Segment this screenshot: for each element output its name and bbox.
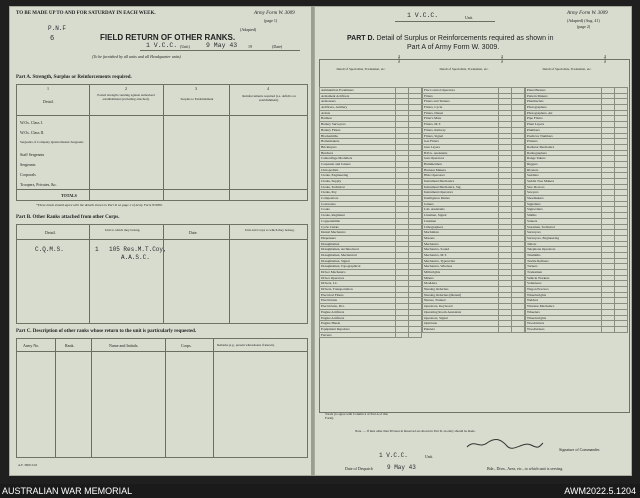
part-a-heading: Part A. Strength, Surplus or Reinforcements required. — [16, 75, 132, 80]
part-d-row-label: Battery Surveyors — [320, 122, 396, 128]
part-d-row-label: Equipment Repairers — [320, 326, 396, 332]
part-d-row-label: Draughtsmen, Architectural — [320, 247, 396, 253]
part-c-col-corps: Corps. — [181, 343, 192, 348]
date-year-prefix: 19 — [248, 44, 252, 49]
commander-signature — [465, 437, 545, 454]
part-d-row-label: Draughtsmen, Mechanical — [320, 252, 396, 258]
part-a-col-posted: Posted strength counting against authorised establishment (excluding attached). — [97, 93, 155, 101]
part-d-header-surplus-2: Surplus — [501, 55, 504, 63]
part-d-row-label: Fitters, Signal — [423, 133, 499, 139]
page2-unit-value: 1 V.C.C. — [407, 12, 439, 19]
part-d-row-label: Fitter's Mate — [423, 116, 499, 122]
part-d-row-label: Instrument Mechanics — [423, 179, 499, 185]
part-d-row-label: Draughtsmen, Topographical — [320, 264, 396, 270]
part-d-row-label: Battery Fitters — [320, 127, 396, 133]
part-d-row-label: Gas Fitters — [423, 139, 499, 145]
part-d-row-label: Mechanics — [423, 241, 499, 247]
footer-unit-value: 1 V.C.C. — [379, 452, 408, 459]
part-d-row-label: Signwriters — [526, 207, 602, 213]
part-d-surplus-cell — [602, 326, 615, 332]
part-d-row-label: Mechanics, Typewriter — [423, 258, 499, 264]
part-a-table — [16, 84, 308, 201]
part-d-row-label: Surveyors, Engineering — [526, 235, 602, 241]
part-d-row-label: Painters — [423, 326, 499, 332]
part-d-row-label: Hide Operators — [423, 173, 499, 179]
part-d-row-label: Concreters — [320, 201, 396, 207]
part-a-col-num-4: 4 — [267, 86, 269, 91]
part-d-row-label: Masons — [423, 235, 499, 241]
part-a-row-wo2: W.Os. Class II. — [20, 130, 45, 135]
part-d-row-label: Boilermakers — [320, 139, 396, 145]
part-d-row-label: Hammermen — [423, 161, 499, 167]
part-d-row-label: Engine Artificers — [320, 315, 396, 321]
part-d-row-label: Dental Mechanics — [320, 230, 396, 236]
part-d-row-label: Clerks, Supply — [320, 179, 396, 185]
part-d-row-label: Ammunition Examiners — [320, 88, 396, 94]
part-d-row-label: Operators, Signal — [423, 315, 499, 321]
part-a-totals-label: TOTALS — [61, 193, 77, 198]
part-d-row-label: Wheelwrights — [526, 315, 602, 321]
part-d-row-label: Woodturners — [526, 326, 602, 332]
part-d-row-label: Batmen — [320, 116, 396, 122]
part-d-header-detail-1: Detail of Specialists, Tradesmen, etc. — [336, 67, 386, 71]
part-d-row-label: Nurses, Trained — [423, 298, 499, 304]
part-d-row-label: Draughtsmen — [320, 241, 396, 247]
part-d-row-label: Driver Operators — [320, 275, 396, 281]
part-d-title — [347, 35, 553, 42]
part-d-row-label: Lab. Assistants — [423, 207, 499, 213]
part-d-row-label: Riggers — [526, 161, 602, 167]
part-d-row-label: Saddle Tree Makers — [526, 179, 602, 185]
printer-mark: A.F. 3009 2/43 — [18, 463, 38, 467]
part-d-row-label: Stokers — [526, 218, 602, 224]
part-d-row-label: Opticians — [423, 321, 499, 327]
part-d-label: PART D. — [347, 35, 375, 42]
unit-name-value: 1 V.C.C. — [146, 42, 178, 49]
part-d-row-label: Nursing Orderlies — [423, 287, 499, 293]
page-number: (page 1) — [264, 18, 278, 23]
part-d-row-label: Fitters, Cycle — [423, 105, 499, 111]
part-b-entry-unit: 105 Res.M.T.Coy, — [109, 246, 167, 253]
part-d-row-label: Panel Beaters — [526, 88, 602, 94]
form-page-2 — [314, 6, 632, 476]
part-d-row-label: Printers — [526, 139, 602, 145]
part-d-row-label: Electricians — [320, 298, 396, 304]
part-d-row — [320, 332, 422, 338]
form-page-1 — [9, 6, 312, 476]
part-b-table — [16, 224, 308, 324]
archive-name: AUSTRALIAN WAR MEMORIAL — [2, 486, 133, 496]
part-d-row-label: Cooks — [320, 207, 396, 213]
part-d-row-label: Smiths — [526, 213, 602, 219]
date-underline — [140, 50, 300, 51]
part-d-row-label: Linemen — [423, 218, 499, 224]
part-d-row-label: Plumbers — [526, 127, 602, 133]
page2-form-reference: Army Form W. 3009 — [567, 11, 608, 16]
part-a-row-cqms: Sergeants of Company Quartermaster-Sergeants — [20, 140, 84, 144]
part-a-col-num-3: 3 — [195, 86, 197, 91]
part-d-row-label: Mechanics, Sound — [423, 247, 499, 253]
adapted-label: (Adapted) — [240, 27, 257, 32]
part-c-col-rank: Rank. — [65, 343, 75, 348]
part-a-col-detail: Detail. — [43, 99, 54, 104]
part-d-row-label: Machinists — [423, 230, 499, 236]
part-d-surplus-cell — [499, 326, 512, 332]
part-d-row-label: Nursing Orderlies (Mental) — [423, 292, 499, 298]
unit-code: P.N.F — [48, 25, 67, 32]
part-d-header-surplus-3: Surplus — [604, 55, 607, 63]
part-d-row-label: Bricklayers — [320, 144, 396, 150]
part-a-col-num-1: 1 — [47, 86, 49, 91]
page2-adapted: (Adapted) (Aug. 41) — [567, 18, 600, 23]
part-d-header-detail-3: Detail of Specialists, Tradesmen, etc. — [542, 67, 592, 71]
part-a-col-num-2: 2 — [125, 86, 127, 91]
part-d-row-label: Armourers — [320, 99, 396, 105]
part-d-row-label: Camouflage Modellers — [320, 156, 396, 162]
part-d-row-label: Electricians, Dvr. — [320, 304, 396, 310]
part-d-row-label: Fitters, M.T. — [423, 122, 499, 128]
part-d-row-label: Saddlers — [526, 173, 602, 179]
part-d-row-label: Mechanics, M.T. — [423, 252, 499, 258]
part-d-row-label: Clerks, Engineering — [320, 173, 396, 179]
part-d-row-label: Artists — [320, 110, 396, 116]
part-d-row-label: Radiator Mechanics — [526, 144, 602, 150]
part-d-row-label: Signallers — [526, 201, 602, 207]
part-d-row-label: Intelligence Duties — [423, 196, 499, 202]
part-b-col-unit: Unit to which they belong. — [105, 228, 141, 232]
part-b-entry-count: 1 — [95, 246, 99, 253]
part-d-column-2 — [422, 87, 525, 333]
part-d-row-label: Wagon Erectors — [526, 287, 602, 293]
part-d-row-label: Wheelwrights — [526, 292, 602, 298]
part-d-row-label: Clerks, Pay — [320, 190, 396, 196]
part-b-col-date: Date. — [189, 230, 198, 235]
part-b-col-corps: Unit and Corps to which they belong. — [245, 228, 295, 232]
part-d-title-line2: Part A of Army Form W. 3009. — [407, 44, 500, 51]
part-d-row-label: Range Takers — [526, 156, 602, 162]
part-d-row-label: Coppersmiths — [320, 218, 396, 224]
part-d-row-label: Dispensers — [320, 235, 396, 241]
part-d-row-label: Saw Doctors — [526, 184, 602, 190]
part-d-row-label: Woodcutters — [526, 321, 602, 327]
part-d-row-label: Joiners — [423, 201, 499, 207]
part-c-heading: Part C. Description of other ranks whose return to the unit is particularly requested. — [16, 329, 197, 334]
part-d-row-label: Draughtsmen, Signal — [320, 258, 396, 264]
part-a-col-reinforcements: Reinforcements required (i.e. deficits on establishment). — [242, 94, 296, 102]
part-d-row-label: Armament Artificers — [320, 93, 396, 99]
part-d-row-label: Pattern Makers — [526, 93, 602, 99]
part-d-row-label: Farriers — [320, 332, 396, 338]
part-a-row-sergeants: Sergeants — [20, 162, 36, 167]
furnished-note: (To be furnished by all units and all Headquarter units) — [92, 54, 181, 59]
part-d-row-label: Riveters — [526, 167, 602, 173]
part-d-row-label: Gun Operators — [423, 156, 499, 162]
part-d-row-label: Fitters, Railway — [423, 127, 499, 133]
part-d-row-label: Compositors — [320, 196, 396, 202]
part-d-column-3 — [525, 87, 628, 333]
part-d-row-label: Instrument Mechanics, Sig. — [423, 184, 499, 190]
part-d-row — [423, 326, 525, 332]
part-d-row-label: Tailors — [526, 241, 602, 247]
part-d-row-label: Cycle Clerks — [320, 224, 396, 230]
part-d-row-label: Plant Layers — [526, 122, 602, 128]
part-d-row-label: Fitters — [423, 93, 499, 99]
part-d-row — [526, 326, 628, 332]
part-d-row-label: Millwrights — [423, 270, 499, 276]
part-b-entry-detail: C.Q.M.S. — [35, 246, 64, 253]
part-d-row-label: Artificers, Artillery — [320, 105, 396, 111]
part-d-reinforcements-cell — [615, 326, 628, 332]
signature-label: Signature of Commander. — [559, 447, 601, 452]
part-d-header-detail-2: Detail of Specialists, Tradesmen, etc. — [439, 67, 489, 71]
part-d-totals-note: Totals (to agree with Column 4 of Part A of this Form). — [325, 412, 388, 420]
bde-divn-note: Bde., Divn., Area, etc., to which unit is serving. — [487, 466, 564, 471]
part-d-reinforcements-cell — [512, 326, 525, 332]
part-c-col-remarks: Remarks (e.g., present whereabouts if known). — [217, 343, 275, 347]
part-d-column-1 — [319, 87, 422, 338]
part-d-reinforcements-cell — [409, 332, 422, 338]
part-d-row-label: Harness Makers — [423, 167, 499, 173]
part-d-row-label: Pipe Fitters — [526, 116, 602, 122]
part-c-col-name: Name and Initials. — [109, 343, 139, 348]
part-d-row-label: Shoemakers — [526, 196, 602, 202]
part-d-row-label: Volunteers — [526, 281, 602, 287]
part-d-title-text: Detail of Surplus or Reinforcements required as shown in — [376, 35, 554, 42]
date-despatch-label: Date of Despatch — [345, 466, 373, 471]
part-b-heading: Part B. Other Ranks attached from other Corps. — [16, 215, 120, 220]
part-d-row-label: Drivers, Transportation — [320, 287, 396, 293]
page-gutter — [311, 6, 314, 476]
part-d-row-label: Carpenter and Joiners — [320, 161, 396, 167]
part-d-row-label: Operating Room Assistants — [423, 309, 499, 315]
part-d-row-label: Moulders — [423, 281, 499, 287]
part-d-row-label: Blacksmiths — [320, 133, 396, 139]
part-d-row-label: Tinsmiths — [526, 252, 602, 258]
part-d-row-label: Drivers, I.C. — [320, 281, 396, 287]
part-d-surplus-cell — [396, 332, 409, 338]
form-title: FIELD RETURN OF OTHER RANKS. — [100, 33, 236, 42]
part-d-row-label: Electrical Fitters — [320, 292, 396, 298]
archive-footer — [0, 484, 640, 498]
form-reference: Army Form W. 3009 — [254, 11, 295, 16]
part-d-row-label: Linemen, Signal — [423, 213, 499, 219]
part-a-row-wo1: W.Os. Class I. — [20, 120, 43, 125]
part-d-row-label: Lithographers — [423, 224, 499, 230]
part-d-row-label: Surveyors — [526, 230, 602, 236]
part-d-row-label: Fitters and Turners — [423, 99, 499, 105]
part-d-row-label: Mechanics, Wireless — [423, 264, 499, 270]
part-d-row-label: Clerks, Technical — [320, 184, 396, 190]
part-a-note: *These totals should agree with the details shown in Part D on page 2 of Army Form W3009. — [36, 203, 163, 207]
part-a-row-corporals: Corporals — [20, 172, 36, 177]
part-d-row-label: Photographers, Air — [526, 110, 602, 116]
date-label: (Date) — [272, 44, 283, 49]
footer-unit-label: Unit. — [425, 454, 434, 459]
part-d-row-label: Vehicle Workers — [526, 275, 602, 281]
part-d-row-label: Operators, Keyboard — [423, 304, 499, 310]
part-c-table — [16, 338, 308, 458]
part-a-row-troopers: Troopers, Privates, &c. — [20, 182, 58, 187]
part-d-row-label: Fire Control Operators — [423, 88, 499, 94]
part-d-row-label: Clerks, Regiment — [320, 213, 396, 219]
part-a-col-surplus: Surplus to Establishment — [180, 97, 214, 101]
part-c-col-army-no: Army No. — [23, 343, 40, 348]
part-d-row-label: Instrument Operators — [423, 190, 499, 196]
part-d-row-label: H.P.G. Assistants — [423, 150, 499, 156]
part-b-entry-unit-corps: A.A.S.C. — [121, 254, 150, 261]
part-d-row-label: Welders — [526, 298, 602, 304]
date-despatch-value: 9 May 43 — [387, 464, 416, 471]
part-d-row-label: Driver Mechanics — [320, 270, 396, 276]
part-d-header-surplus-1: Surplus — [398, 55, 401, 63]
page2-page-number: (page 2) — [577, 24, 591, 29]
archive-reference: AWM2022.5.1204 — [564, 486, 636, 496]
part-b-col-detail: Detail. — [45, 230, 56, 235]
part-d-row-label: Pharmacists — [526, 99, 602, 105]
part-d-row-label: Photographers — [526, 105, 602, 111]
part-d-row-label: Textile Refiners — [526, 258, 602, 264]
part-d-row-label: Tradesmen — [526, 270, 602, 276]
part-d-row-label: Gun Layers — [423, 144, 499, 150]
part-d-row-label: Butchers — [320, 150, 396, 156]
part-d-row-label: Engine Hands — [320, 321, 396, 327]
part-d-row-label: Engine Artificers — [320, 309, 396, 315]
unit-number: 6 — [50, 35, 55, 43]
part-d-row-label: Storemen, Technical — [526, 224, 602, 230]
part-a-row-staff-sergeants: Staff Sergeants — [20, 152, 45, 157]
part-d-row-label: Wireless Mechanics — [526, 304, 602, 310]
part-d-row-label: Wheelers — [526, 309, 602, 315]
part-d-row-label: Sawyers — [526, 190, 602, 196]
part-d-row-label: Chiropodists — [320, 167, 396, 173]
part-d-row-label: Radiographers — [526, 150, 602, 156]
part-d-row-label: Telephone Operators — [526, 247, 602, 253]
part-d-row-label: Miners — [423, 275, 499, 281]
instruction-text: TO BE MADE UP TO AND FOR SATURDAY IN EACH WEEK. — [16, 11, 156, 16]
date-value: 9 May 43 — [206, 42, 238, 49]
part-d-row-label: Turners — [526, 264, 602, 270]
part-d-note: Note. — If men other than Privates in Reserved are shown in Part D, an entry should be made. — [355, 429, 476, 433]
part-d-row-label: Fitters, Diesel — [423, 110, 499, 116]
page2-unit-label: Unit. — [465, 15, 474, 20]
unit-label: (Unit) — [180, 44, 190, 49]
part-d-row-label: Predictor Numbers — [526, 133, 602, 139]
